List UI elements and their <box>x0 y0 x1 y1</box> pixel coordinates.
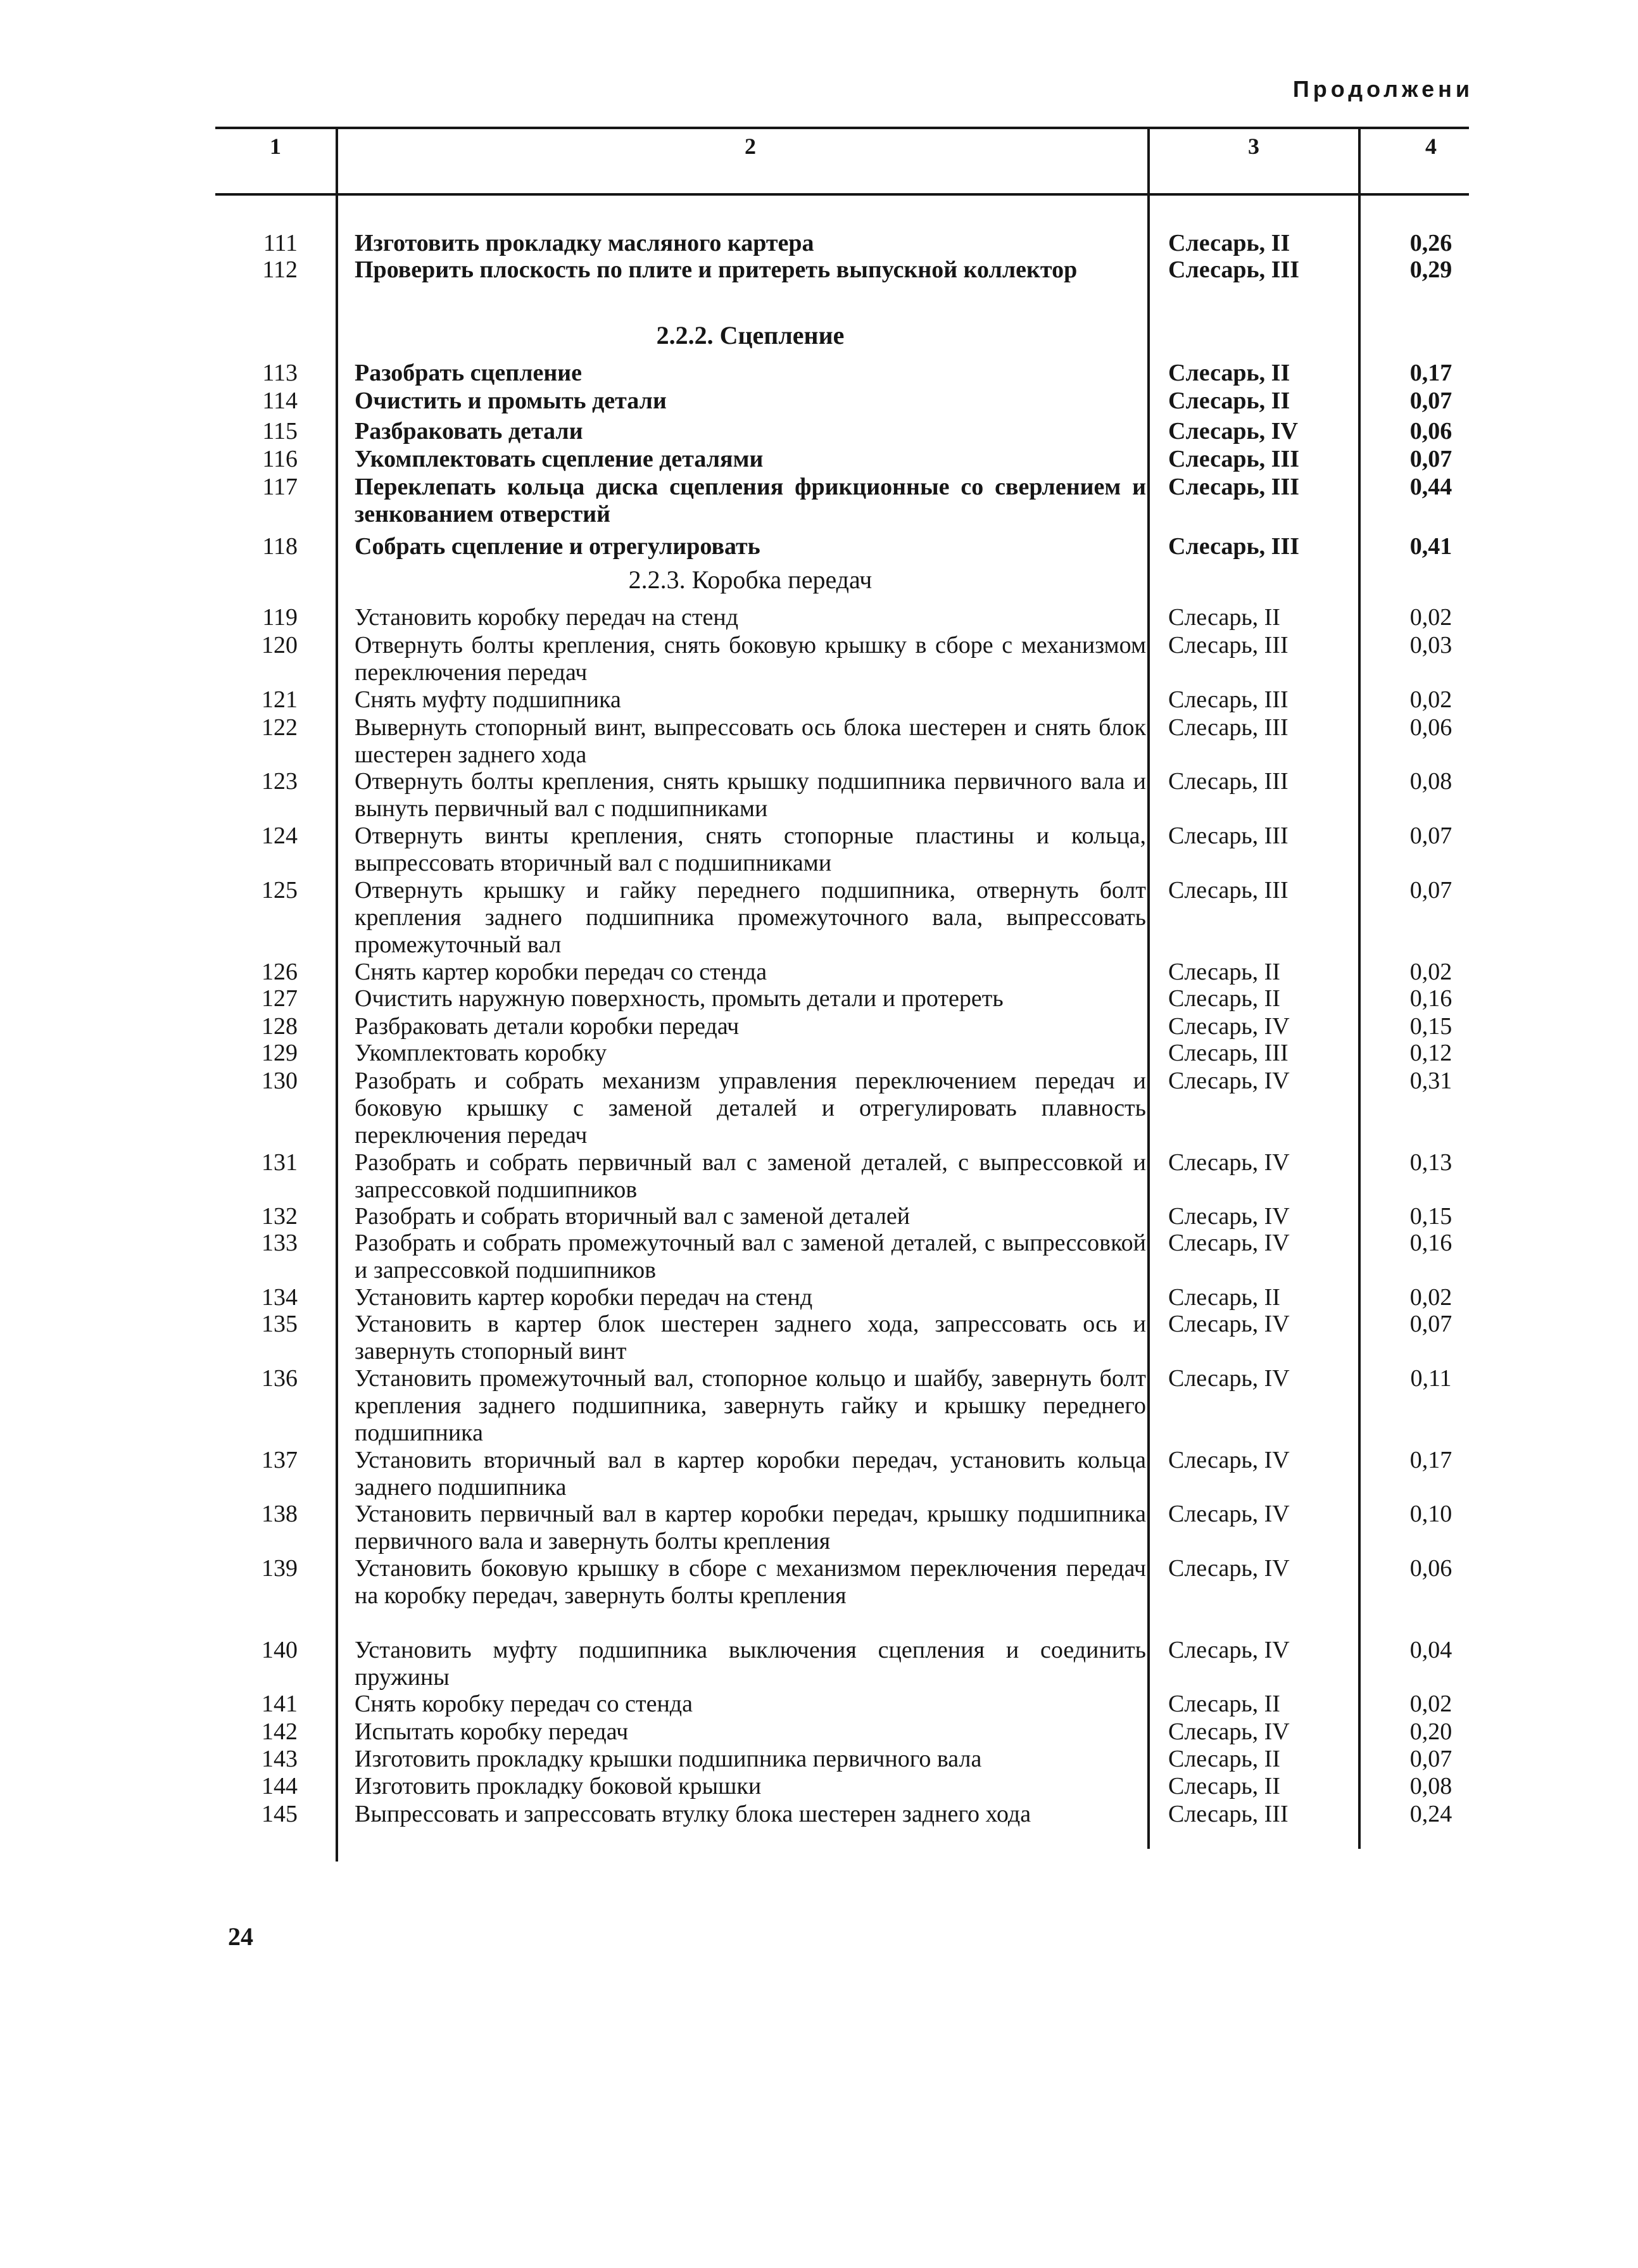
operation-text: Отвернуть крышку и гайку переднего подшипника, отвернуть болт крепления заднего подшипника промежуточного вала, выпрессовать промежуточный вал <box>355 877 1146 958</box>
section-title: 2.2.2. Сцепление <box>656 321 845 350</box>
worker-category: Слесарь, IV <box>1168 1365 1290 1392</box>
time-norm: 0,20 <box>1409 1718 1452 1745</box>
row-number: 125 <box>261 877 298 904</box>
worker-category: Слесарь, III <box>1168 632 1288 658</box>
row-number: 121 <box>261 686 298 713</box>
operation-text: Снять картер коробки передач со стенда <box>355 959 767 985</box>
worker-category: Слесарь, II <box>1168 1691 1280 1717</box>
time-norm: 0,06 <box>1409 418 1452 444</box>
worker-category: Слесарь, IV <box>1168 1068 1290 1094</box>
row-number: 127 <box>261 985 298 1012</box>
column-divider-2 <box>1147 127 1150 1849</box>
operation-text: Отвернуть болты крепления, снять крышку подшипника первичного вала и вынуть первичный вал с подшипниками <box>355 768 1146 822</box>
time-norm: 0,16 <box>1409 985 1452 1012</box>
time-norm: 0,41 <box>1409 533 1452 560</box>
time-norm: 0,06 <box>1409 1555 1452 1582</box>
time-norm: 0,10 <box>1409 1501 1452 1527</box>
time-norm: 0,16 <box>1409 1230 1452 1256</box>
worker-category: Слесарь, IV <box>1168 1203 1290 1230</box>
row-number: 128 <box>261 1013 298 1040</box>
time-norm: 0,11 <box>1410 1365 1452 1392</box>
operation-text: Выпрессовать и запрессовать втулку блока шестерен заднего хода <box>355 1801 1031 1827</box>
time-norm: 0,44 <box>1409 474 1452 500</box>
time-norm: 0,08 <box>1409 1773 1452 1799</box>
row-number: 112 <box>262 256 298 283</box>
row-number: 116 <box>262 446 298 472</box>
worker-category: Слесарь, IV <box>1168 1501 1290 1527</box>
time-norm: 0,24 <box>1409 1801 1452 1827</box>
worker-category: Слесарь, III <box>1168 822 1288 849</box>
operation-text: Очистить и промыть детали <box>355 387 667 414</box>
time-norm: 0,07 <box>1409 877 1452 904</box>
row-number: 111 <box>263 230 298 256</box>
worker-category: Слесарь, III <box>1168 768 1288 795</box>
operation-text: Разобрать и собрать механизм управления переключением передач и боковую крышку с заменой деталей и отрегулировать плавность переключения передач <box>355 1068 1146 1149</box>
time-norm: 0,15 <box>1409 1013 1452 1040</box>
operation-text: Укомплектовать сцепление деталями <box>355 446 764 472</box>
operation-text: Установить муфту подшипника выключения сцепления и соединить пружины <box>355 1637 1146 1691</box>
operation-text: Разобрать и собрать первичный вал с заменой деталей, с выпрессовкой и запрессовкой подшипников <box>355 1149 1146 1203</box>
time-norm: 0,17 <box>1409 360 1452 386</box>
time-norm: 0,02 <box>1409 959 1452 985</box>
operation-text: Разобрать и собрать вторичный вал с заменой деталей <box>355 1203 910 1230</box>
column-divider-3 <box>1358 127 1361 1849</box>
row-number: 135 <box>261 1311 298 1337</box>
row-number: 129 <box>261 1040 298 1066</box>
operation-text: Установить в картер блок шестерен заднего хода, запрессовать ось и завернуть стопорный винт <box>355 1311 1146 1364</box>
row-number: 114 <box>262 387 298 414</box>
worker-category: Слесарь, II <box>1168 1746 1280 1772</box>
time-norm: 0,13 <box>1409 1149 1452 1176</box>
row-number: 123 <box>261 768 298 795</box>
time-norm: 0,08 <box>1409 768 1452 795</box>
time-norm: 0,12 <box>1409 1040 1452 1066</box>
operation-text: Отвернуть винты крепления, снять стопорные пластины и кольца, выпрессовать вторичный вал с подшипниками <box>355 822 1146 876</box>
worker-category: Слесарь, IV <box>1168 1637 1290 1663</box>
worker-category: Слесарь, IV <box>1168 1447 1290 1473</box>
row-number: 120 <box>261 632 298 658</box>
operation-text: Разобрать сцепление <box>355 360 583 386</box>
time-norm: 0,04 <box>1409 1637 1452 1663</box>
worker-category: Слесарь, IV <box>1168 1555 1290 1582</box>
worker-category: Слесарь, II <box>1168 959 1280 985</box>
worker-category: Слесарь, IV <box>1168 1718 1290 1745</box>
operation-text: Разобрать и собрать промежуточный вал с заменой деталей, с выпрессовкой и запрессовкой подшипников <box>355 1230 1146 1283</box>
column-divider-1 <box>336 127 338 1862</box>
worker-category: Слесарь, III <box>1168 877 1288 904</box>
time-norm: 0,02 <box>1409 604 1452 631</box>
operation-text: Снять муфту подшипника <box>355 686 621 713</box>
row-number: 140 <box>261 1637 298 1663</box>
operation-text: Снять коробку передач со стенда <box>355 1691 693 1717</box>
worker-category: Слесарь, III <box>1168 714 1288 741</box>
worker-category: Слесарь, III <box>1168 256 1300 283</box>
header-col-4: 4 <box>1425 134 1437 159</box>
time-norm: 0,07 <box>1409 1746 1452 1772</box>
row-number: 138 <box>261 1501 298 1527</box>
time-norm: 0,02 <box>1409 686 1452 713</box>
header-bottom-rule <box>215 193 1469 196</box>
time-norm: 0,07 <box>1409 387 1452 414</box>
operation-text: Очистить наружную поверхность, промыть детали и протереть <box>355 985 1004 1012</box>
continuation-label: Продолжени <box>1292 76 1473 102</box>
row-number: 139 <box>261 1555 298 1582</box>
time-norm: 0,02 <box>1409 1284 1452 1311</box>
worker-category: Слесарь, IV <box>1168 1013 1290 1040</box>
row-number: 145 <box>261 1801 298 1827</box>
row-number: 133 <box>261 1230 298 1256</box>
worker-category: Слесарь, II <box>1168 1284 1280 1311</box>
row-number: 126 <box>261 959 298 985</box>
operation-text: Установить вторичный вал в картер коробки передач, установить кольца заднего подшипника <box>355 1447 1146 1501</box>
time-norm: 0,31 <box>1409 1068 1452 1094</box>
row-number: 141 <box>261 1691 298 1717</box>
worker-category: Слесарь, II <box>1168 360 1290 386</box>
worker-category: Слесарь, IV <box>1168 1230 1290 1256</box>
operation-text: Собрать сцепление и отрегулировать <box>355 533 760 560</box>
operation-text: Проверить плоскость по плите и притереть выпускной коллектор <box>355 256 1078 283</box>
operation-text: Установить коробку передач на стенд <box>355 604 739 631</box>
row-number: 115 <box>262 418 298 444</box>
row-number: 117 <box>262 474 298 500</box>
time-norm: 0,07 <box>1409 446 1452 472</box>
time-norm: 0,15 <box>1409 1203 1452 1230</box>
row-number: 124 <box>261 822 298 849</box>
worker-category: Слесарь, III <box>1168 446 1300 472</box>
time-norm: 0,29 <box>1409 256 1452 283</box>
time-norm: 0,07 <box>1409 1311 1452 1337</box>
operation-text: Разбраковать детали <box>355 418 583 444</box>
worker-category: Слесарь, III <box>1168 1040 1288 1066</box>
worker-category: Слесарь, II <box>1168 1773 1280 1799</box>
row-number: 132 <box>261 1203 298 1230</box>
worker-category: Слесарь, III <box>1168 686 1288 713</box>
row-number: 113 <box>262 360 298 386</box>
row-number: 130 <box>261 1068 298 1094</box>
time-norm: 0,07 <box>1409 822 1452 849</box>
time-norm: 0,17 <box>1409 1447 1452 1473</box>
row-number: 119 <box>262 604 298 631</box>
worker-category: Слесарь, IV <box>1168 1311 1290 1337</box>
row-number: 134 <box>261 1284 298 1311</box>
row-number: 118 <box>262 533 298 560</box>
operation-text: Изготовить прокладку крышки подшипника первичного вала <box>355 1746 982 1772</box>
page-number: 24 <box>228 1922 253 1951</box>
operation-text: Установить промежуточный вал, стопорное кольцо и шайбу, завернуть болт крепления заднего подшипника, завернуть гайку и крышку переднего подшипника <box>355 1365 1146 1446</box>
header-col-2: 2 <box>745 134 756 159</box>
time-norm: 0,06 <box>1409 714 1452 741</box>
row-number: 143 <box>261 1746 298 1772</box>
operation-text: Установить картер коробки передач на стенд <box>355 1284 813 1311</box>
operation-text: Укомплектовать коробку <box>355 1040 607 1066</box>
operation-text: Установить первичный вал в картер коробки передач, крышку подшипника первичного вала и завернуть болты крепления <box>355 1501 1146 1554</box>
row-number: 142 <box>261 1718 298 1745</box>
worker-category: Слесарь, III <box>1168 533 1300 560</box>
operation-text: Отвернуть болты крепления, снять боковую крышку в сборе с механизмом переключения передач <box>355 632 1146 686</box>
operation-text: Изготовить прокладку боковой крышки <box>355 1773 762 1799</box>
time-norm: 0,26 <box>1409 230 1452 256</box>
worker-category: Слесарь, III <box>1168 1801 1288 1827</box>
header-col-1: 1 <box>270 134 281 159</box>
operation-text: Переклепать кольца диска сцепления фрикционные со сверлением и зенкованием отверстий <box>355 474 1146 527</box>
worker-category: Слесарь, IV <box>1168 1149 1290 1176</box>
worker-category: Слесарь, II <box>1168 387 1290 414</box>
header-col-3: 3 <box>1248 134 1259 159</box>
row-number: 136 <box>261 1365 298 1392</box>
worker-category: Слесарь, III <box>1168 474 1300 500</box>
row-number: 122 <box>261 714 298 741</box>
row-number: 144 <box>261 1773 298 1799</box>
table-top-rule <box>215 127 1469 129</box>
time-norm: 0,03 <box>1409 632 1452 658</box>
operation-text: Испытать коробку передач <box>355 1718 629 1745</box>
worker-category: Слесарь, II <box>1168 604 1280 631</box>
operation-text: Разбраковать детали коробки передач <box>355 1013 740 1040</box>
operation-text: Вывернуть стопорный винт, выпрессовать ось блока шестерен и снять блок шестерен заднего хода <box>355 714 1146 768</box>
section-title: 2.2.3. Коробка передач <box>628 565 873 594</box>
operation-text: Изготовить прокладку масляного картера <box>355 230 814 256</box>
worker-category: Слесарь, IV <box>1168 418 1298 444</box>
worker-category: Слесарь, II <box>1168 230 1290 256</box>
worker-category: Слесарь, II <box>1168 985 1280 1012</box>
row-number: 137 <box>261 1447 298 1473</box>
row-number: 131 <box>261 1149 298 1176</box>
time-norm: 0,02 <box>1409 1691 1452 1717</box>
operation-text: Установить боковую крышку в сборе с механизмом переключения передач на коробку передач, завернуть болты крепления <box>355 1555 1146 1609</box>
